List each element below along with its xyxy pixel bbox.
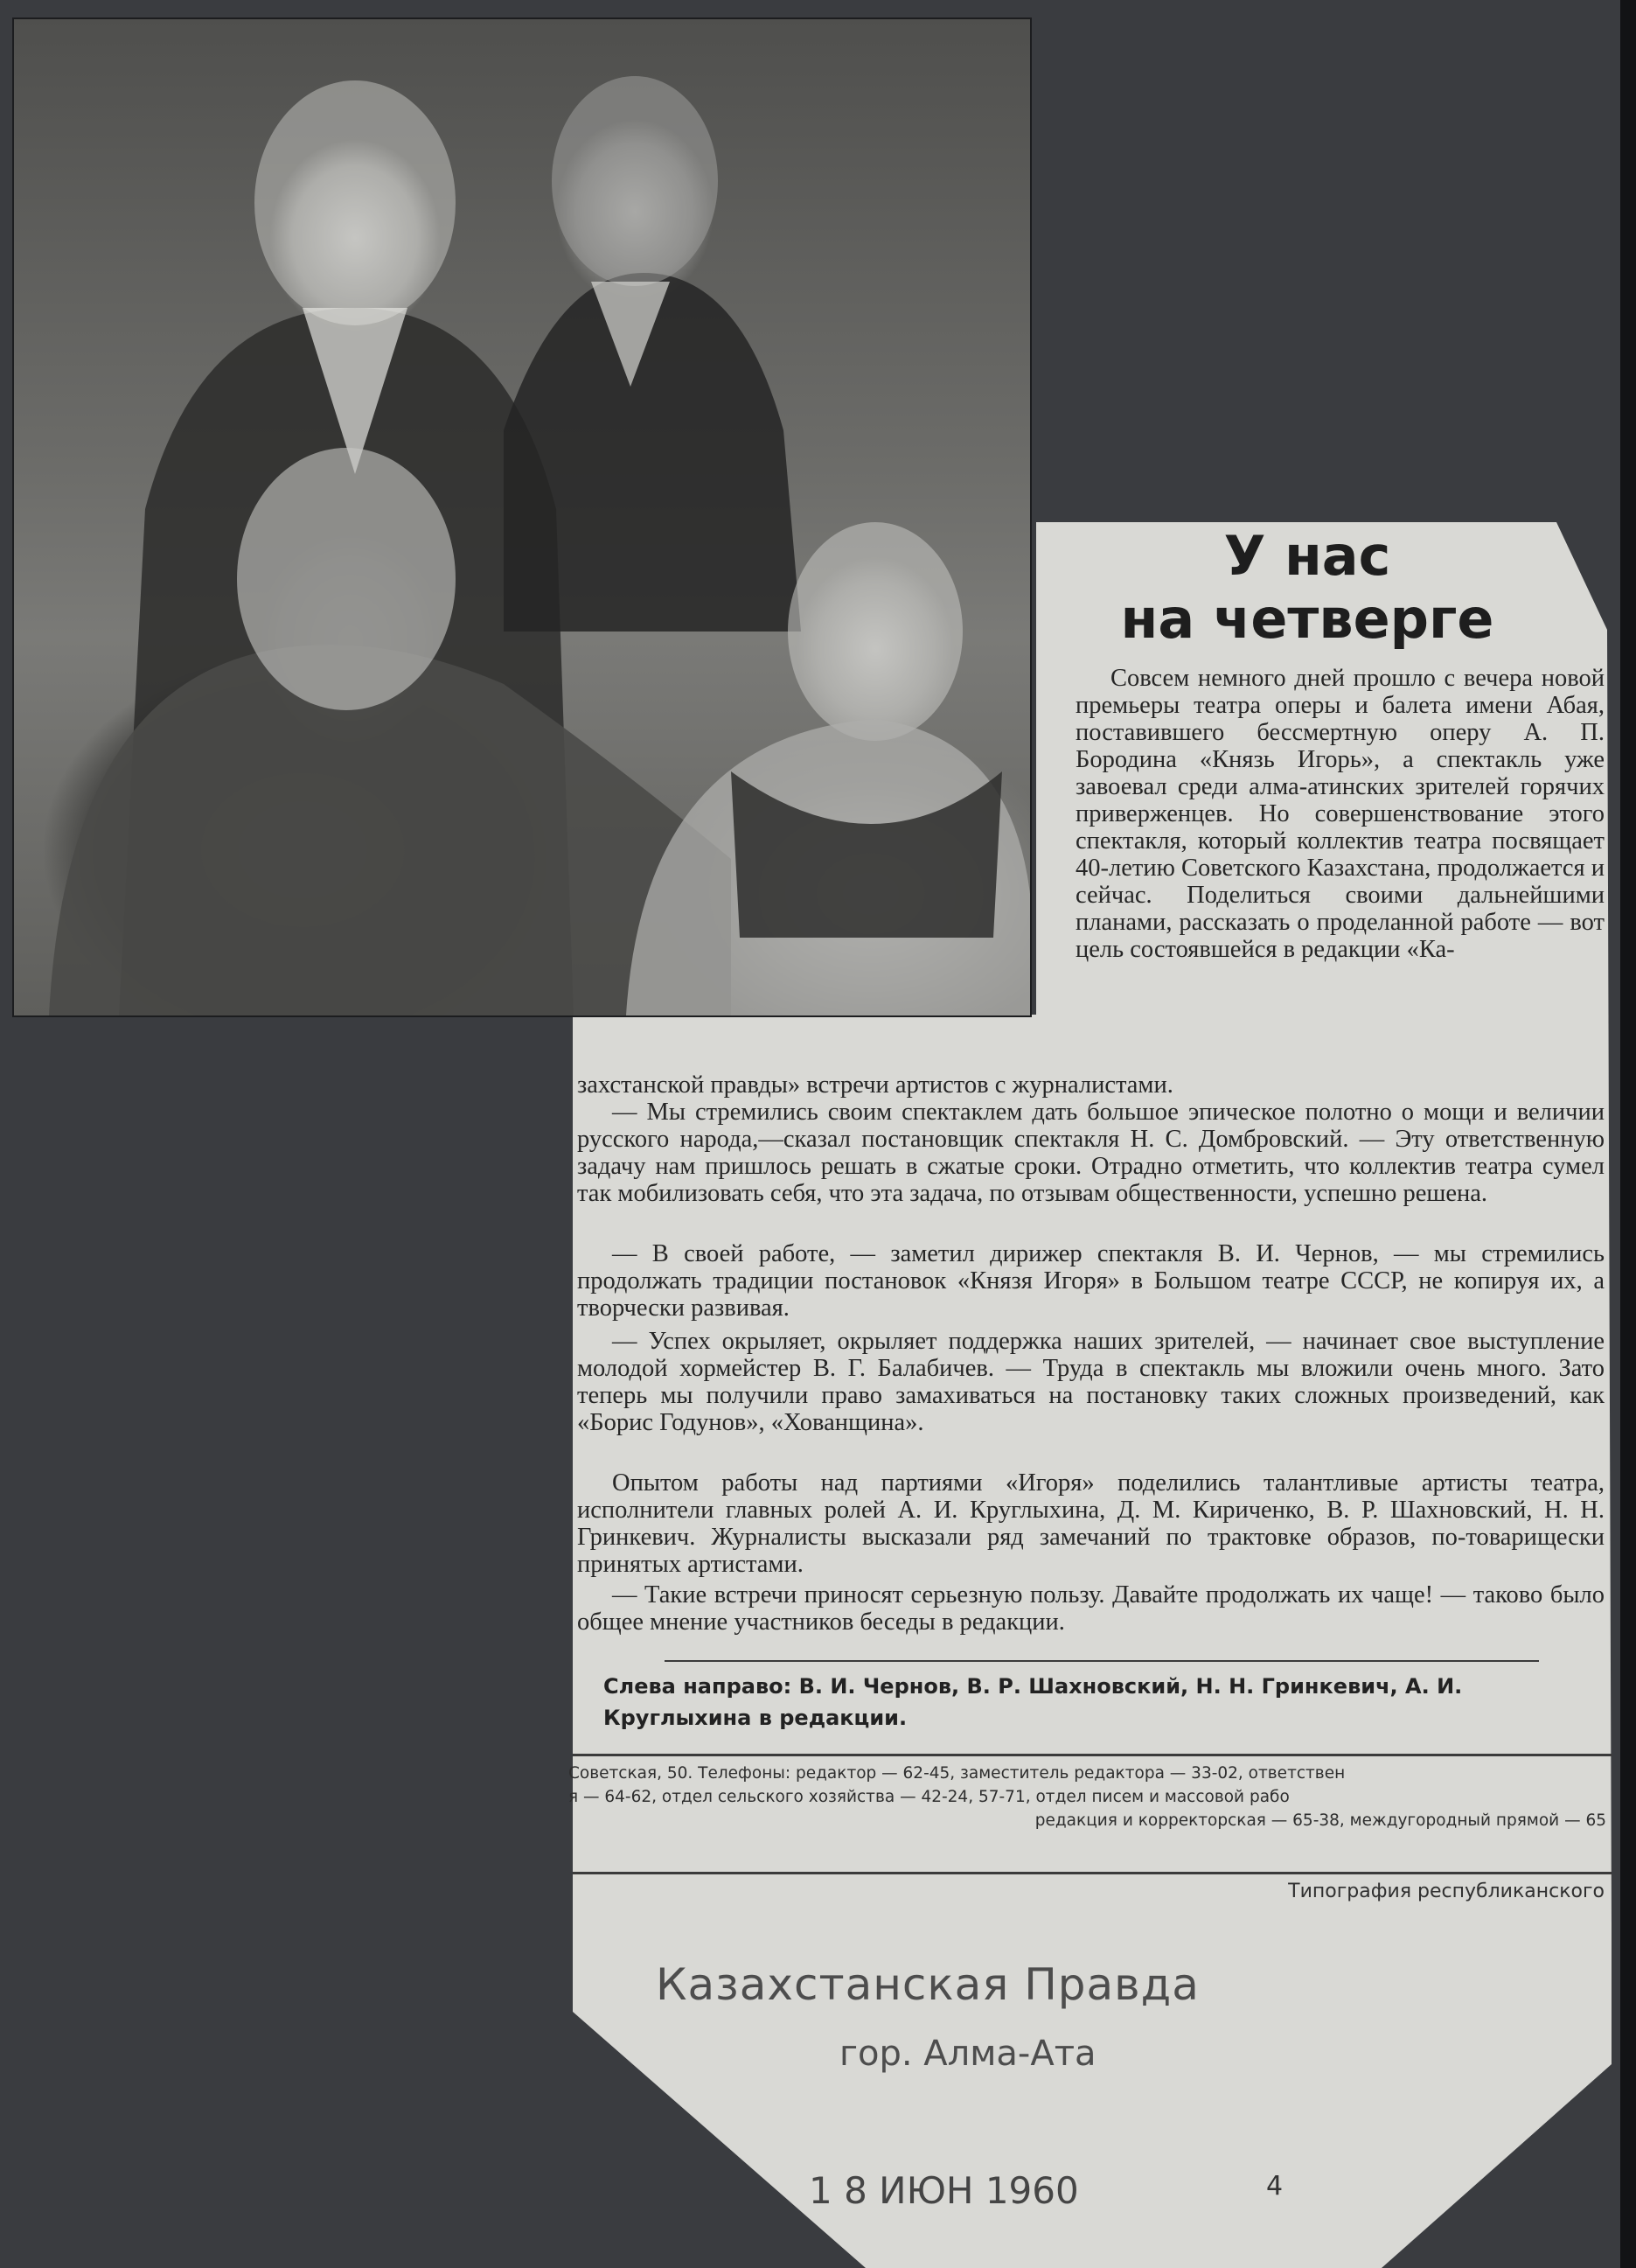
imprint-line-3: редакция и корректорская — 65-38, междугородный прямой — 65 [1034,1811,1606,1830]
article-paragraph: Опытом работы над партиями «Игоря» поделились талантливые артисты театра, исполнители главных ролей А. И. Круглыхина, Д. М. Кириченко, В. Р. Шахновский, Н. Н. Гринкевич. Журналисты высказали ряд замечаний по трактовке образов, по-товарищески принятых артистами. [577,1469,1605,1578]
caption-rule [665,1660,1539,1662]
imprint-rule-bottom [573,1872,1612,1874]
imprint-rule-top [573,1754,1612,1756]
headline-line-2: на четверге [1120,587,1494,651]
article-lead-continued: захстанской правды» встречи артистов с журналистами. [577,1071,1173,1099]
scanner-edge [1620,0,1636,2268]
group-photograph [12,17,1032,1017]
headline-line-1: У нас [1223,524,1391,588]
archive-mark: 4 [1266,2171,1284,2202]
archive-stamp-paper: Казахстанская Правда [656,1959,1200,2010]
imprint-line-2: я — 64-62, отдел сельского хозяйства — 42-24, 57-71, отдел писем и массовой рабо [568,1788,1290,1806]
photo-caption: Слева направо: В. И. Чернов, В. Р. Шахновский, Н. Н. Гринкевич, А. И. Круглыхина в редакции. [603,1674,1463,1730]
typography-line: Типография республиканского [1288,1881,1605,1902]
article-paragraph: — В своей работе, — заметил дирижер спектакля В. И. Чернов, — мы стремились продолжать традиции постановок «Князя Игоря» в Большом театре СССР, не копируя их, а творчески развивая. [577,1240,1605,1322]
photograph-figures [14,19,1030,1015]
article-paragraph: — Мы стремились своим спектаклем дать большое эпическое полотно о мощи и величии русского народа,—сказал постановщик спектакля Н. С. Домбровский. — Эту ответственную задачу нам пришлось решать в сжатые сроки. Отрадно отметить, что коллектив театра сумел так мобилизовать себя, что эта задача, по отзывам общественности, успешно решена. [577,1099,1605,1207]
imprint-line-1: Советская, 50. Телефоны: редактор — 62-45, заместитель редактора — 33-02, ответствен [568,1764,1346,1783]
archive-stamp-date: 1 8 ИЮН 1960 [809,2169,1079,2212]
newspaper-imprint [568,1762,1613,1832]
archive-stamp-city: гор. Алма-Ата [839,2034,1096,2074]
article-headline [1049,525,1565,651]
article-lead: Совсем немного дней прошло с вечера новой премьеры театра оперы и балета имени Абая, поставившего бессмертную оперу А. П. Бородина «Князь Игорь», а спектакль уже завоевал среди алма-атинских зрителей горячих приверженцев. Но совершенствование этого спектакля, который коллектив театра посвящает 40-летию Советского Казахстана, продолжается и сейчас. Поделиться своими дальнейшими планами, рассказать о проделанной работе — вот цель состоявшейся в редакции «Ка- [1076,665,1605,963]
article-paragraph: — Успех окрыляет, окрыляет поддержка наших зрителей, — начинает свое выступление молодой хормейстер В. Г. Балабичев. — Труда в спектакль мы вложили очень много. Зато теперь мы получили право замахиваться на постановку таких сложных произведений, как «Борис Годунов», «Хованщина». [577,1328,1605,1436]
article-paragraph: — Такие встречи приносят серьезную пользу. Давайте продолжать их чаще! — таково было общее мнение участников беседы в редакции. [577,1581,1605,1636]
